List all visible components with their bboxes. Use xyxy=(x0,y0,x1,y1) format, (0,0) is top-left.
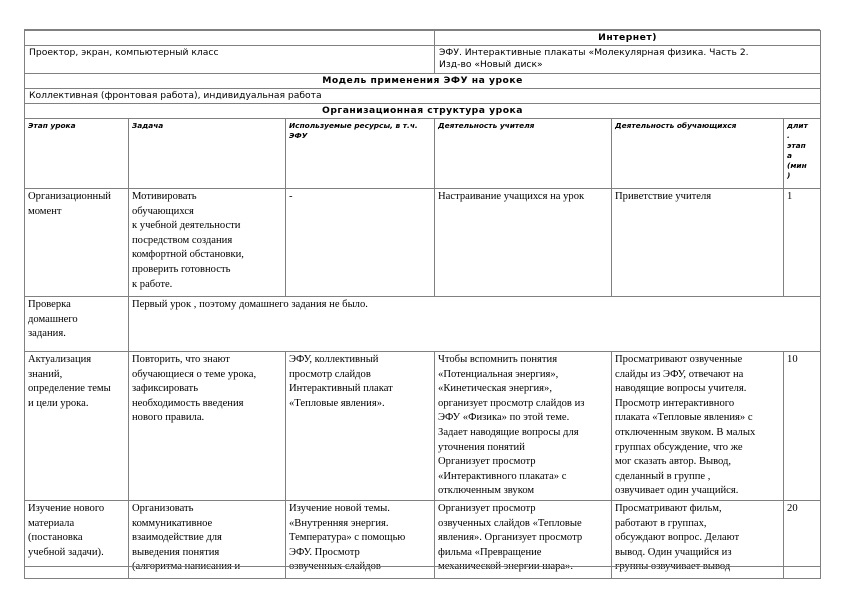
student-activity-cell-line: наводящие вопросы учителя. xyxy=(615,383,747,395)
task-cell-line: коммуникативное xyxy=(132,517,213,529)
structure-title-row xyxy=(25,104,821,119)
resources-row xyxy=(25,46,821,74)
model-text-row xyxy=(25,89,821,104)
lesson-table-body xyxy=(25,31,821,579)
task-cell-line: необходимость введения xyxy=(132,397,244,409)
header-duration-line: ) xyxy=(787,171,791,180)
student-activity-cell-line: плаката «Тепловые явления» с xyxy=(615,412,753,424)
stage-cell-line: (постановка xyxy=(28,532,83,544)
header-duration-line: (мин xyxy=(787,161,807,170)
duration-cell: 10 xyxy=(784,352,821,501)
teacher-activity-cell-line: «Интерактивного плаката» с xyxy=(438,470,567,482)
header-duration-line: . xyxy=(787,131,790,140)
efu-resources-line-2: Изд-во «Новый диск» xyxy=(439,59,543,70)
resources-cell-line: просмотр слайдов xyxy=(289,368,371,380)
resources-header-internet: Интернет) xyxy=(435,31,821,46)
structure-title: Организационная структура урока xyxy=(25,104,821,119)
resources-cell-line: «Внутренняя энергия. xyxy=(289,517,389,529)
stage-cell-line: определение темы xyxy=(28,383,111,395)
resources-header-blank xyxy=(25,31,435,46)
task-cell-line: Повторить, что знают xyxy=(132,354,230,365)
student-activity-cell-line: озвучивает один учащийся. xyxy=(615,485,739,497)
header-stage: Этап урока xyxy=(25,119,129,189)
merged-note-cell: Первый урок , поэтому домашнего задания не было. xyxy=(129,297,821,352)
teacher-activity-cell-line: Организует просмотр xyxy=(438,456,536,468)
resources-cell xyxy=(286,189,435,297)
resources-cell xyxy=(286,352,435,501)
stage-cell-line: задания. xyxy=(28,328,66,340)
teacher-activity-cell-line: организует просмотр слайдов из xyxy=(438,397,585,409)
student-activity-cell-line: обсуждают вопрос. Делают xyxy=(615,532,740,544)
task-cell-line: взаимодействие для xyxy=(132,532,222,544)
equipment-cell: Проектор, экран, компьютерный класс xyxy=(25,46,435,74)
duration-cell: 20 xyxy=(784,500,821,578)
student-activity-cell-line: Просматривают озвученные xyxy=(615,354,743,365)
student-activity-cell-line: Просматривают фильм, xyxy=(615,502,722,514)
task-cell-line: Мотивировать xyxy=(132,191,197,202)
stage-cell-line: и цели урока. xyxy=(28,397,89,409)
model-title-row xyxy=(25,74,821,89)
student-activity-cell-line: слайды из ЭФУ, отвечают на xyxy=(615,368,744,380)
resources-cell-line: ЭФУ, коллективный xyxy=(289,354,379,365)
stage-cell-line: домашнего xyxy=(28,313,78,325)
task-cell-line: (алгоритма написания и xyxy=(132,561,241,573)
resources-cell-line: «Тепловые явления». xyxy=(289,397,385,409)
stage-cell-line: момент xyxy=(28,205,62,217)
header-duration-line: длит xyxy=(787,121,808,130)
student-activity-cell xyxy=(612,189,784,297)
teacher-activity-cell-line: ЭФУ «Физика» по этой теме. xyxy=(438,412,570,424)
efu-resources-cell xyxy=(435,46,821,74)
document xyxy=(24,29,820,579)
page-bottom-rule xyxy=(24,566,820,567)
student-activity-cell-line: группах обсуждение, что же xyxy=(615,441,743,453)
teacher-activity-cell-line: Чтобы вспомнить понятия xyxy=(438,354,558,365)
resources-cell-line: ЭФУ. Просмотр xyxy=(289,546,360,558)
teacher-activity-cell-line: отключенным звуком xyxy=(438,485,535,497)
teacher-activity-cell-line: уточнения понятий xyxy=(438,441,525,453)
header-duration-line: а xyxy=(787,151,793,160)
stage-cell-line: Организационный xyxy=(28,191,111,202)
stage-cell-line: Проверка xyxy=(28,299,71,310)
teacher-activity-cell-line: Задает наводящие вопросы для xyxy=(438,426,579,438)
teacher-activity-cell-line: «Потенциальная энергия», xyxy=(438,368,559,380)
teacher-activity-cell-line: Организует просмотр xyxy=(438,502,536,514)
student-activity-cell xyxy=(612,352,784,501)
stage-cell-line: материала xyxy=(28,517,75,529)
teacher-activity-cell-line: «Кинетическая энергия», xyxy=(438,383,552,395)
stage-cell-line: Актуализация xyxy=(28,354,92,365)
teacher-activity-cell-line: озвученных слайдов «Тепловые xyxy=(438,517,582,529)
task-cell-line: комфортной обстановки, xyxy=(132,249,244,261)
resources-cell-line: Интерактивный плакат xyxy=(289,383,393,395)
column-header-row xyxy=(25,119,821,189)
teacher-activity-cell xyxy=(435,352,612,501)
student-activity-cell-line: группы озвучивает вывод xyxy=(615,561,731,573)
task-cell-line: к учебной деятельности xyxy=(132,220,241,232)
stage-cell-line: учебной задачи). xyxy=(28,546,104,558)
task-cell xyxy=(129,352,286,501)
resources-cell-line: - xyxy=(289,191,293,202)
task-cell-line: к работе. xyxy=(132,278,173,290)
resources-cell-line: озвученных слайдов xyxy=(289,561,381,573)
table-row xyxy=(25,352,821,501)
student-activity-cell-line: сделанный в группе , xyxy=(615,470,711,482)
header-students: Деятельность обучающихся xyxy=(612,119,784,189)
teacher-activity-cell xyxy=(435,189,612,297)
header-duration-line: этап xyxy=(787,141,806,150)
efu-resources-line-1: ЭФУ. Интерактивные плакаты «Молекулярная физика. Часть 2. xyxy=(439,47,749,58)
student-activity-cell-line: мог сказать автор. Вывод, xyxy=(615,456,732,468)
task-cell-line: Организовать xyxy=(132,502,194,514)
lesson-table xyxy=(24,30,821,579)
task-cell-line: нового правила. xyxy=(132,412,205,424)
duration-cell: 1 xyxy=(784,189,821,297)
teacher-activity-cell-line: Настраивание учащихся на урок xyxy=(438,191,585,202)
table-row xyxy=(25,297,821,352)
student-activity-cell-line: Приветствие учителя xyxy=(615,191,712,202)
task-cell-line: зафиксировать xyxy=(132,383,199,395)
task-cell xyxy=(129,189,286,297)
model-title: Модель применения ЭФУ на уроке xyxy=(25,74,821,89)
teacher-activity-cell-line: фильма «Превращение xyxy=(438,546,542,558)
teacher-activity-cell-line: механической энергии шара». xyxy=(438,561,574,573)
resources-header-row xyxy=(25,31,821,46)
stage-cell-line: знаний, xyxy=(28,368,63,380)
header-duration xyxy=(784,119,821,189)
model-text: Коллективная (фронтовая работа), индивидуальная работа xyxy=(25,89,821,104)
task-cell-line: посредством создания xyxy=(132,234,233,246)
student-activity-cell-line: вывод. Один учащийся из xyxy=(615,546,732,558)
student-activity-cell-line: работают в группах, xyxy=(615,517,707,529)
stage-cell xyxy=(25,189,129,297)
student-activity-cell-line: Просмотр интерактивного xyxy=(615,397,735,409)
header-resources: Используемые ресурсы, в т.ч. ЭФУ xyxy=(286,119,435,189)
task-cell-line: обучающиеся о теме урока, xyxy=(132,368,257,380)
stage-cell-line: Изучение нового xyxy=(28,502,105,514)
task-cell-line: обучающихся xyxy=(132,205,194,217)
teacher-activity-cell-line: явления». Организует просмотр xyxy=(438,532,583,544)
table-row xyxy=(25,189,821,297)
student-activity-cell-line: отключенным звуком. В малых xyxy=(615,426,756,438)
resources-cell-line: Изучение новой темы. xyxy=(289,502,390,514)
header-task: Задача xyxy=(129,119,286,189)
task-cell-line: выведения понятия xyxy=(132,546,220,558)
stage-cell xyxy=(25,297,129,352)
stage-cell xyxy=(25,352,129,501)
resources-cell-line: Температура» с помощью xyxy=(289,532,406,544)
task-cell-line: проверить готовность xyxy=(132,263,231,275)
header-teacher: Деятельность учителя xyxy=(435,119,612,189)
